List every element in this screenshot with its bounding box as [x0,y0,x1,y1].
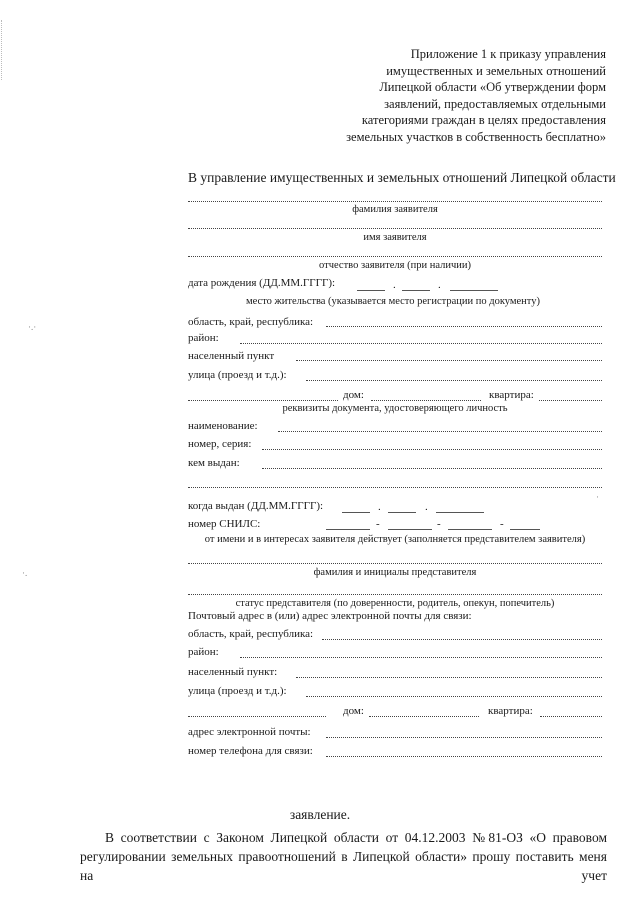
issue-day-field[interactable] [342,512,370,513]
representative-heading: от имени и в интересах заявителя действует (заполняется представителем заявителя) [204,534,586,545]
name-caption: имя заявителя [363,232,427,243]
scan-speck: · [596,492,599,502]
surname-field[interactable] [188,201,602,202]
postal-extra-field[interactable] [188,716,326,717]
postal-heading: Почтовый адрес в (или) адрес электронной почты для связи: [188,610,472,622]
residence-region-field[interactable] [326,326,602,327]
appendix-line: имущественных и земельных отношений [386,63,606,78]
snils-part-3[interactable] [448,529,492,530]
id-issued-by-field-2[interactable] [188,487,602,488]
postal-locality-field[interactable] [296,677,602,678]
residence-apartment-field[interactable] [539,400,602,401]
snils-separator: - [500,518,504,530]
appendix-line: категориями граждан в целях предоставления [361,113,606,127]
postal-apartment-field[interactable] [540,716,602,717]
representative-name-field[interactable] [188,563,602,564]
residence-district-field[interactable] [240,343,602,344]
residence-street-field[interactable] [306,380,602,381]
scan-edge-mark [1,20,3,80]
scan-speck: ·.· [28,322,37,332]
birth-date-label: дата рождения (ДД.ММ.ГГГГ): [188,277,336,289]
appendix-line: земельных участков в собственность бесплатно» [346,129,606,144]
appendix-line: Липецкой области «Об утверждении форм [379,80,606,94]
id-name-field[interactable] [278,431,602,432]
birth-month-field[interactable] [402,290,430,291]
residence-house-field[interactable] [371,400,481,401]
appendix-line: Приложение 1 к приказу управления [410,47,606,61]
appendix-header [330,46,606,145]
postal-house-field[interactable] [369,716,479,717]
postal-locality-label: населенный пункт: [188,666,278,678]
date-separator: . [378,501,381,513]
issue-month-field[interactable] [388,512,416,513]
postal-district-label: район: [188,646,219,658]
postal-street-label: улица (проезд и т.д.): [188,685,287,697]
residence-locality-field[interactable] [296,360,602,361]
residence-heading: место жительства (указывается место регистрации по документу) [245,296,541,307]
residence-street-label: улица (проезд и т.д.): [188,369,287,381]
body-line-2: регулировании земельных правоотношений в Липецкой области» прошу поставить меня на учет [80,849,607,883]
postal-district-field[interactable] [240,657,602,658]
name-field[interactable] [188,228,602,229]
residence-region-label: область, край, республика: [188,316,314,328]
residence-district-label: район: [188,332,219,344]
id-document-heading: реквизиты документа, удостоверяющего личность [282,403,508,414]
scan-speck: ·. [22,568,28,578]
birth-year-field[interactable] [450,290,498,291]
date-separator: . [393,279,396,291]
snils-separator: - [437,518,441,530]
surname-caption: фамилия заявителя [352,204,438,215]
representative-status-caption: статус представителя (по доверенности, родитель, опекун, попечитель) [235,598,555,609]
representative-status-field[interactable] [188,594,602,595]
snils-label: номер СНИЛС: [188,518,261,530]
postal-house-label: дом: [343,705,364,717]
postal-region-label: область, край, республика: [188,628,314,640]
email-label: адрес электронной почты: [188,726,311,738]
phone-label: номер телефона для связи: [188,745,313,757]
addressee: В управление имущественных и земельных отношений Липецкой области [188,170,616,185]
residence-house-label: дом: [343,389,364,401]
application-title: заявление. [289,807,351,822]
birth-day-field[interactable] [357,290,385,291]
snils-part-2[interactable] [388,529,432,530]
id-issued-by-label: кем выдан: [188,457,240,469]
phone-field[interactable] [326,756,602,757]
id-issue-date-label: когда выдан (ДД.ММ.ГГГГ): [188,500,324,512]
id-number-label: номер, серия: [188,438,252,450]
residence-locality-label: населенный пункт [188,350,275,362]
email-field[interactable] [326,737,602,738]
representative-name-caption: фамилия и инициалы представителя [313,567,477,578]
residence-apartment-label: квартира: [489,389,534,401]
postal-street-field[interactable] [306,696,602,697]
patronymic-caption: отчество заявителя (при наличии) [319,260,471,271]
application-body [80,828,607,885]
body-line-1: В соответствии с Законом Липецкой области от 04.12.2003 №81-ОЗ «О правовом [105,830,607,845]
residence-extra-field[interactable] [188,400,338,401]
id-issued-by-field[interactable] [262,468,602,469]
id-number-field[interactable] [262,449,602,450]
postal-apartment-label: квартира: [488,705,533,717]
date-separator: . [438,279,441,291]
snils-part-1[interactable] [326,529,370,530]
date-separator: . [425,501,428,513]
snils-part-4[interactable] [510,529,540,530]
issue-year-field[interactable] [436,512,484,513]
appendix-line: заявлений, предоставляемых отдельными [384,96,606,111]
id-name-label: наименование: [188,420,258,432]
postal-region-field[interactable] [322,639,602,640]
patronymic-field[interactable] [188,256,602,257]
snils-separator: - [376,518,380,530]
